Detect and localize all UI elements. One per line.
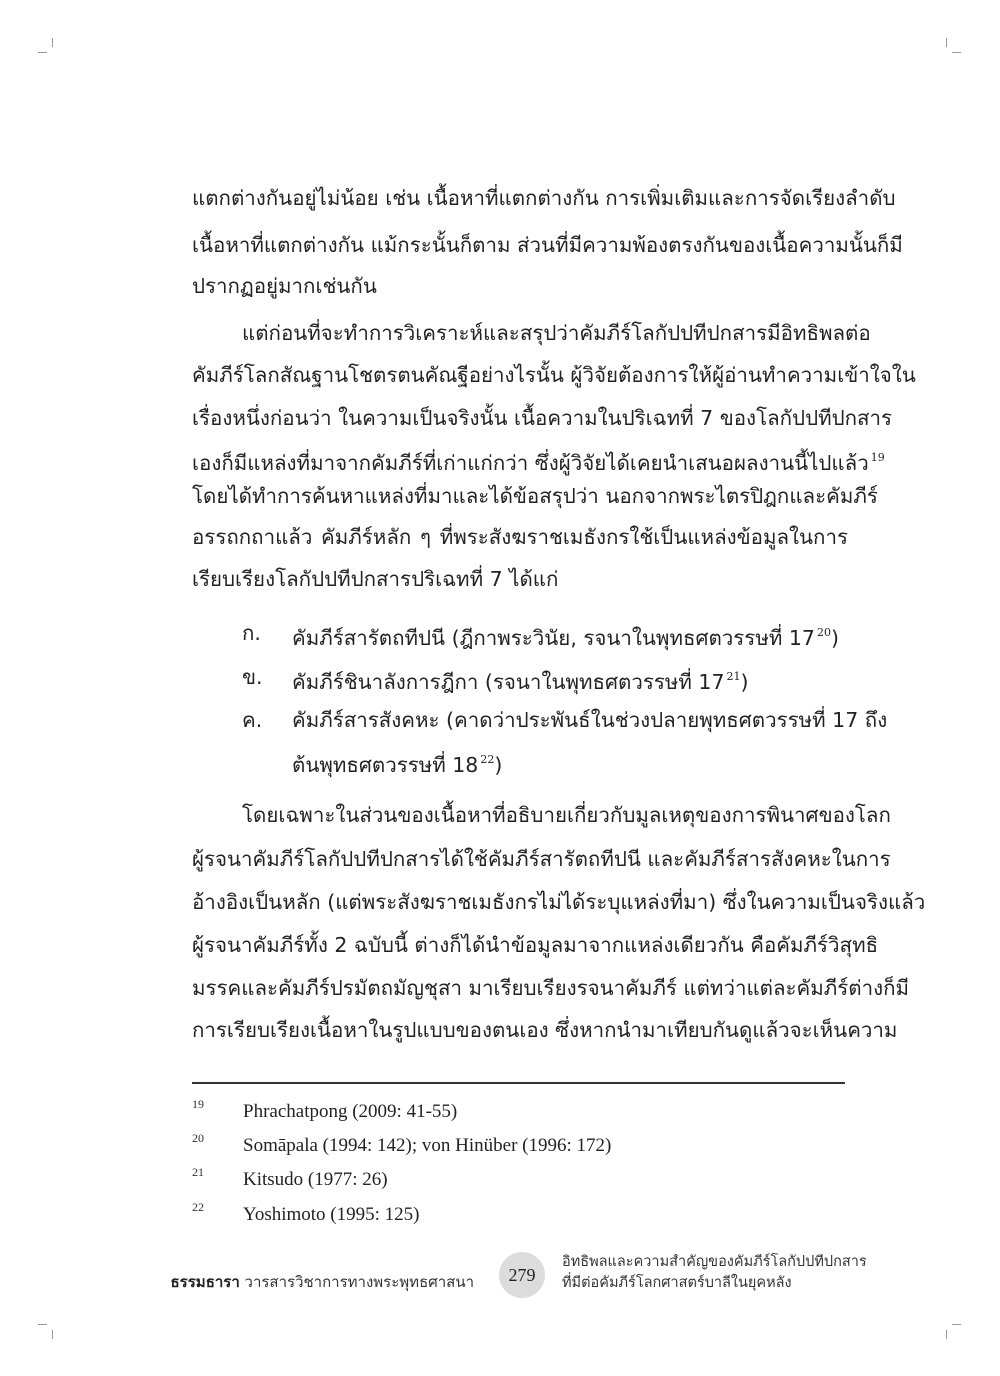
article-title-line: อิทธิพลและความสำคัญของคัมภีร์โลกัปปทีปกสาร <box>562 1254 867 1270</box>
crop-mark-top-left <box>38 52 47 53</box>
footnote-separator <box>192 1082 845 1084</box>
crop-mark-top-right <box>952 52 961 53</box>
footnote-text: Somāpala (1994: 142); von Hinüber (1996: 172) <box>243 1135 612 1156</box>
list-item-close: ) <box>740 670 749 694</box>
list-item-label: ข. <box>242 665 263 689</box>
crop-mark-top-left <box>52 38 53 47</box>
body-line <box>192 443 885 478</box>
footnote-ref-22[interactable]: 22 <box>480 753 495 766</box>
body-line: ปรากฏอยู่มากเช่นกัน <box>192 274 377 298</box>
footnote-ref-20[interactable]: 20 <box>816 626 831 639</box>
footnote-number: 20 <box>192 1131 204 1145</box>
journal-title <box>171 1270 474 1294</box>
list-item-body: ต้นพุทธศตวรรษที่ 18 <box>292 753 479 777</box>
list-item-label: ก. <box>242 621 261 645</box>
article-title <box>562 1252 867 1294</box>
list-item-body: คัมภีร์สารสังคหะ (คาดว่าประพันธ์ในช่วงปลายพุทธศตวรรษที่ 17 ถึง <box>292 708 888 732</box>
crop-mark-bottom-left <box>38 1324 47 1325</box>
footnote <box>192 1097 812 1127</box>
body-line: ผู้รจนาคัมภีร์ทั้ง 2 ฉบับนี้ ต่างก็ได้นำข้อมูลมาจากแหล่งเดียวกัน คือคัมภีร์วิสุทธิ <box>192 933 879 957</box>
body-line: โดยได้ทำการค้นหาแหล่งที่มาและได้ข้อสรุปว่า นอกจากพระไตรปิฎกและคัมภีร์ <box>192 484 878 508</box>
body-line: อ้างอิงเป็นหลัก (แต่พระสังฆราชเมธังกรไม่ได้ระบุแหล่งที่มา) ซึ่งในความเป็นจริงแล้ว <box>192 890 926 914</box>
footnote-ref-21[interactable]: 21 <box>726 670 741 683</box>
journal-subtitle: วารสารวิชาการทางพระพุทธศาสนา <box>244 1273 474 1291</box>
body-line: คัมภีร์โลกสัณฐานโชตรตนคัณฐีอย่างไรนั้น ผู้วิจัยต้องการให้ผู้อ่านทำความเข้าใจใน <box>192 363 916 387</box>
body-line: โดยเฉพาะในส่วนของเนื้อหาที่อธิบายเกี่ยวกับมูลเหตุของการพินาศของโลก <box>242 803 891 827</box>
body-line: ผู้รจนาคัมภีร์โลกัปปทีปกสารได้ใช้คัมภีร์สารัตถทีปนี และคัมภีร์สารสังคหะในการ <box>192 847 891 871</box>
body-line: การเรียบเรียงเนื้อหาในรูปแบบของตนเอง ซึ่งหากนำมาเทียบกันดูแล้วจะเห็นความ <box>192 1018 898 1042</box>
body-line: อรรถกถาแล้ว คัมภีร์หลัก ๆ ที่พระสังฆราชเมธังกรใช้เป็นแหล่งข้อมูลในการ <box>192 525 848 549</box>
footnote-text: Yoshimoto (1995: 125) <box>243 1204 420 1225</box>
body-line: เนื้อหาที่แตกต่างกัน แม้กระนั้นก็ตาม ส่วนที่มีความพ้องตรงกันของเนื้อความนั้นก็มี <box>192 233 903 257</box>
body-text <box>192 0 926 1080</box>
crop-mark-top-right <box>946 38 947 47</box>
footnote-ref-19[interactable]: 19 <box>870 451 885 464</box>
list-item-text <box>292 745 502 780</box>
footnote <box>192 1131 812 1161</box>
body-line: แตกต่างกันอยู่ไม่น้อย เช่น เนื้อหาที่แตกต่างกัน การเพิ่มเติมและการจัดเรียงลำดับ <box>192 186 896 210</box>
body-line-text: เองก็มีแหล่งที่มาจากคัมภีร์ที่เก่าแก่กว่า ซึ่งผู้วิจัยได้เคยนำเสนอผลงานนี้ไปแล้ว <box>192 451 869 475</box>
footnote-text: Phrachatpong (2009: 41-55) <box>243 1101 458 1122</box>
crop-mark-bottom-right <box>952 1324 961 1325</box>
footnote <box>192 1165 812 1195</box>
journal-name: ธรรมธารา <box>170 1273 240 1291</box>
list-item-close: ) <box>494 753 503 777</box>
list-item-body: คัมภีร์ชินาลังการฎีกา (รจนาในพุทธศตวรรษที่ 17 <box>292 670 725 694</box>
footnote-number: 21 <box>192 1165 204 1179</box>
list-item-text <box>292 618 839 653</box>
footnote-number: 22 <box>192 1200 204 1214</box>
crop-mark-bottom-right <box>946 1330 947 1339</box>
body-line: แต่ก่อนที่จะทำการวิเคราะห์และสรุปว่าคัมภีร์โลกัปปทีปกสารมีอิทธิพลต่อ <box>242 321 871 345</box>
page-footer <box>0 1252 1000 1312</box>
list-item-close: ) <box>830 626 839 650</box>
article-title-line: ที่มีต่อคัมภีร์โลกศาสตร์บาลีในยุคหลัง <box>562 1275 792 1291</box>
list-item-body: คัมภีร์สารัตถทีปนี (ฎีกาพระวินัย, รจนาในพุทธศตวรรษที่ 17 <box>292 626 815 650</box>
footnote <box>192 1200 812 1230</box>
list-item-text <box>292 662 749 697</box>
page-number: 279 <box>499 1252 545 1298</box>
body-line: เรื่องหนึ่งก่อนว่า ในความเป็นจริงนั้น เนื้อความในปริเฉทที่ 7 ของโลกัปปทีปกสาร <box>192 406 893 430</box>
body-line: เรียบเรียงโลกัปปทีปกสารปริเฉทที่ 7 ได้แก่ <box>192 567 559 591</box>
footnote-number: 19 <box>192 1097 204 1111</box>
crop-mark-bottom-left <box>52 1330 53 1339</box>
body-line: มรรคและคัมภีร์ปรมัตถมัญชุสา มาเรียบเรียงรจนาคัมภีร์ แต่ทว่าแต่ละคัมภีร์ต่างก็มี <box>192 976 910 1000</box>
footnote-text: Kitsudo (1977: 26) <box>243 1169 388 1190</box>
list-item-label: ค. <box>242 708 263 732</box>
